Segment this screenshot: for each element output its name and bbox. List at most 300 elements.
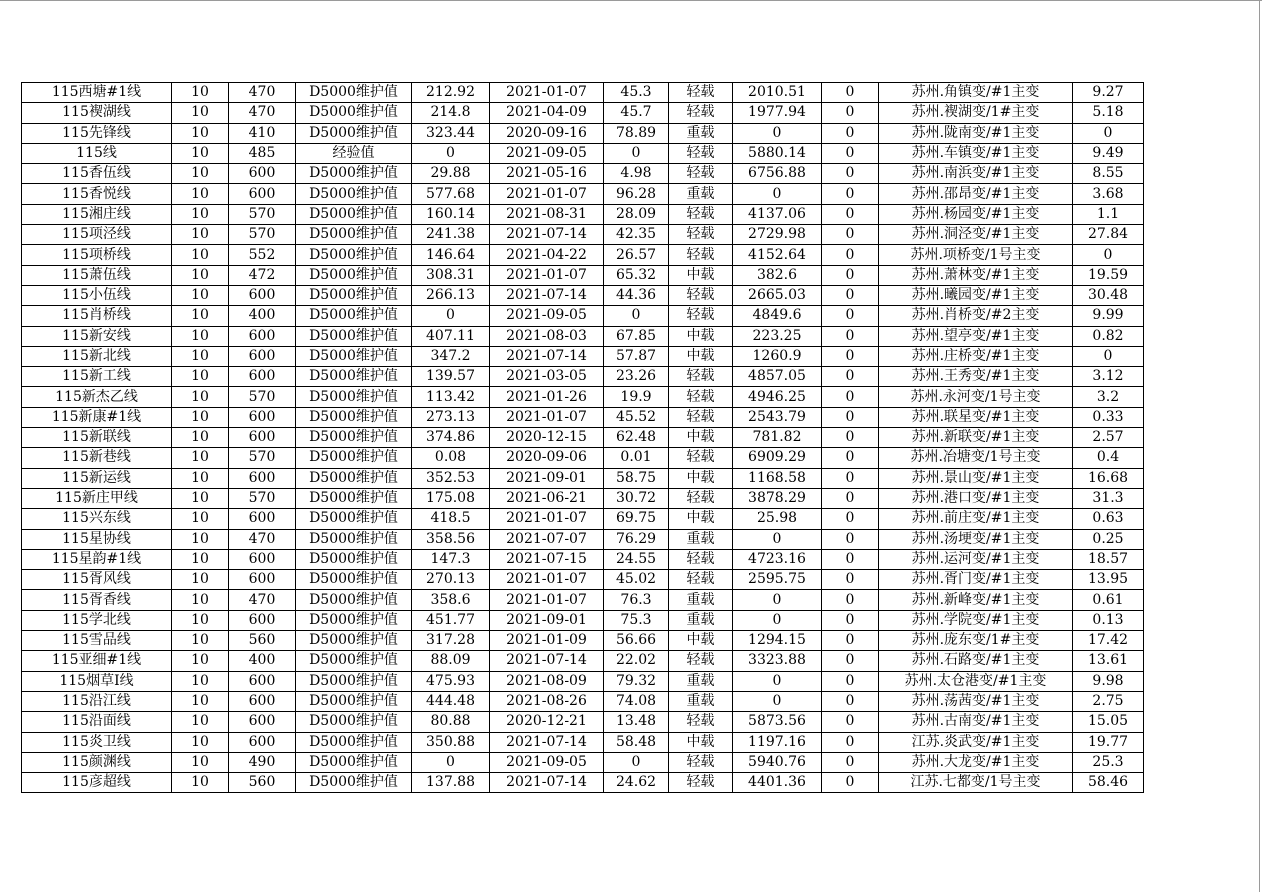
cell-current-load: 0.08 <box>412 448 490 468</box>
cell-load-status: 轻载 <box>669 712 733 732</box>
cell-line-name: 115项桥线 <box>22 245 172 265</box>
cell-current-load: 352.53 <box>412 468 490 488</box>
cell-remaining-capacity: 1197.16 <box>733 732 822 752</box>
cell-load-rate: 78.89 <box>604 123 669 143</box>
cell-date: 2021-07-15 <box>490 549 604 569</box>
cell-remaining-capacity: 0 <box>733 671 822 691</box>
cell-flag: 0 <box>822 83 879 103</box>
cell-date: 2021-03-05 <box>490 367 604 387</box>
cell-flag: 0 <box>822 773 879 793</box>
table-row <box>22 671 1144 691</box>
cell-value-source: D5000维护值 <box>296 570 412 590</box>
cell-current-load: 577.68 <box>412 184 490 204</box>
cell-load-rate: 45.3 <box>604 83 669 103</box>
cell-substation: 苏州.陇南变/#1主变 <box>879 123 1073 143</box>
cell-remaining-capacity: 4137.06 <box>733 204 822 224</box>
cell-load-rate: 0 <box>604 306 669 326</box>
cell-date: 2021-09-01 <box>490 610 604 630</box>
cell-remaining-capacity: 4152.64 <box>733 245 822 265</box>
cell-flag: 0 <box>822 164 879 184</box>
cell-extra-value: 58.46 <box>1073 773 1144 793</box>
cell-line-name: 115先锋线 <box>22 123 172 143</box>
cell-load-rate: 23.26 <box>604 367 669 387</box>
cell-line-name: 115西塘#1线 <box>22 83 172 103</box>
cell-value-source: D5000维护值 <box>296 671 412 691</box>
cell-date: 2021-08-03 <box>490 326 604 346</box>
table-row <box>22 265 1144 285</box>
cell-line-name: 115颜渊线 <box>22 752 172 772</box>
cell-value-source: D5000维护值 <box>296 103 412 123</box>
cell-load-status: 轻载 <box>669 549 733 569</box>
cell-voltage: 10 <box>172 204 229 224</box>
cell-current-load: 0 <box>412 143 490 163</box>
cell-rated-capacity: 600 <box>229 610 296 630</box>
cell-line-name: 115新联线 <box>22 428 172 448</box>
cell-extra-value: 9.98 <box>1073 671 1144 691</box>
table-body <box>22 83 1144 793</box>
cell-extra-value: 3.12 <box>1073 367 1144 387</box>
cell-value-source: D5000维护值 <box>296 448 412 468</box>
cell-voltage: 10 <box>172 631 229 651</box>
table-row <box>22 143 1144 163</box>
cell-current-load: 113.42 <box>412 387 490 407</box>
cell-extra-value: 0.25 <box>1073 529 1144 549</box>
cell-flag: 0 <box>822 732 879 752</box>
cell-voltage: 10 <box>172 123 229 143</box>
cell-current-load: 418.5 <box>412 509 490 529</box>
cell-extra-value: 0 <box>1073 245 1144 265</box>
cell-flag: 0 <box>822 671 879 691</box>
cell-extra-value: 25.3 <box>1073 752 1144 772</box>
cell-remaining-capacity: 6909.29 <box>733 448 822 468</box>
cell-load-status: 轻载 <box>669 488 733 508</box>
cell-substation: 江苏.七都变/1号主变 <box>879 773 1073 793</box>
cell-line-name: 115星韵#1线 <box>22 549 172 569</box>
cell-current-load: 212.92 <box>412 83 490 103</box>
cell-date: 2021-01-07 <box>490 184 604 204</box>
cell-remaining-capacity: 5880.14 <box>733 143 822 163</box>
cell-extra-value: 0 <box>1073 346 1144 366</box>
table-row <box>22 529 1144 549</box>
table-row <box>22 752 1144 772</box>
cell-extra-value: 17.42 <box>1073 631 1144 651</box>
cell-remaining-capacity: 4849.6 <box>733 306 822 326</box>
data-table <box>21 82 1144 793</box>
cell-rated-capacity: 600 <box>229 367 296 387</box>
cell-voltage: 10 <box>172 752 229 772</box>
cell-value-source: D5000维护值 <box>296 306 412 326</box>
cell-date: 2021-01-07 <box>490 590 604 610</box>
cell-rated-capacity: 470 <box>229 529 296 549</box>
cell-value-source: D5000维护值 <box>296 204 412 224</box>
cell-remaining-capacity: 4723.16 <box>733 549 822 569</box>
table-row <box>22 509 1144 529</box>
cell-load-rate: 58.75 <box>604 468 669 488</box>
cell-date: 2021-04-22 <box>490 245 604 265</box>
cell-remaining-capacity: 781.82 <box>733 428 822 448</box>
cell-remaining-capacity: 4946.25 <box>733 387 822 407</box>
cell-date: 2021-01-07 <box>490 570 604 590</box>
cell-extra-value: 0.61 <box>1073 590 1144 610</box>
cell-flag: 0 <box>822 346 879 366</box>
cell-line-name: 115亚细#1线 <box>22 651 172 671</box>
cell-value-source: D5000维护值 <box>296 326 412 346</box>
cell-rated-capacity: 570 <box>229 448 296 468</box>
cell-extra-value: 1.1 <box>1073 204 1144 224</box>
cell-extra-value: 2.75 <box>1073 691 1144 711</box>
cell-line-name: 115新北线 <box>22 346 172 366</box>
cell-load-status: 轻载 <box>669 245 733 265</box>
cell-voltage: 10 <box>172 346 229 366</box>
cell-substation: 苏州.运河变/#1主变 <box>879 549 1073 569</box>
cell-load-status: 重载 <box>669 529 733 549</box>
cell-extra-value: 3.2 <box>1073 387 1144 407</box>
cell-load-rate: 79.32 <box>604 671 669 691</box>
cell-substation: 苏州.曦园变/#1主变 <box>879 285 1073 305</box>
cell-remaining-capacity: 3878.29 <box>733 488 822 508</box>
cell-load-status: 轻载 <box>669 204 733 224</box>
page-right-border <box>1259 0 1260 892</box>
cell-substation: 苏州.庄桥变/#1主变 <box>879 346 1073 366</box>
cell-substation: 苏州.南浜变/#1主变 <box>879 164 1073 184</box>
cell-rated-capacity: 560 <box>229 773 296 793</box>
cell-extra-value: 0.13 <box>1073 610 1144 630</box>
cell-current-load: 146.64 <box>412 245 490 265</box>
table-row <box>22 204 1144 224</box>
cell-rated-capacity: 600 <box>229 285 296 305</box>
cell-date: 2021-08-31 <box>490 204 604 224</box>
cell-value-source: D5000维护值 <box>296 123 412 143</box>
cell-rated-capacity: 600 <box>229 164 296 184</box>
cell-value-source: D5000维护值 <box>296 245 412 265</box>
cell-voltage: 10 <box>172 143 229 163</box>
cell-remaining-capacity: 2543.79 <box>733 407 822 427</box>
table-row <box>22 773 1144 793</box>
cell-rated-capacity: 552 <box>229 245 296 265</box>
cell-flag: 0 <box>822 103 879 123</box>
cell-date: 2020-09-06 <box>490 448 604 468</box>
cell-load-rate: 24.62 <box>604 773 669 793</box>
cell-flag: 0 <box>822 631 879 651</box>
cell-voltage: 10 <box>172 651 229 671</box>
cell-load-status: 轻载 <box>669 773 733 793</box>
cell-rated-capacity: 472 <box>229 265 296 285</box>
table-row <box>22 712 1144 732</box>
cell-load-status: 轻载 <box>669 651 733 671</box>
cell-date: 2020-12-15 <box>490 428 604 448</box>
cell-load-status: 中载 <box>669 265 733 285</box>
cell-value-source: D5000维护值 <box>296 651 412 671</box>
cell-line-name: 115肖桥线 <box>22 306 172 326</box>
cell-value-source: D5000维护值 <box>296 691 412 711</box>
cell-line-name: 115新巷线 <box>22 448 172 468</box>
cell-current-load: 241.38 <box>412 225 490 245</box>
cell-flag: 0 <box>822 468 879 488</box>
cell-line-name: 115烟草Ⅰ线 <box>22 671 172 691</box>
cell-extra-value: 13.95 <box>1073 570 1144 590</box>
cell-substation: 苏州.杨园变/#1主变 <box>879 204 1073 224</box>
cell-load-rate: 0 <box>604 143 669 163</box>
cell-date: 2021-07-07 <box>490 529 604 549</box>
cell-substation: 苏州.联星变/#1主变 <box>879 407 1073 427</box>
cell-substation: 苏州.邵昂变/#1主变 <box>879 184 1073 204</box>
cell-voltage: 10 <box>172 245 229 265</box>
cell-value-source: D5000维护值 <box>296 610 412 630</box>
cell-current-load: 358.6 <box>412 590 490 610</box>
cell-line-name: 115新安线 <box>22 326 172 346</box>
cell-flag: 0 <box>822 143 879 163</box>
cell-load-status: 轻载 <box>669 407 733 427</box>
cell-date: 2021-09-01 <box>490 468 604 488</box>
cell-current-load: 160.14 <box>412 204 490 224</box>
cell-voltage: 10 <box>172 590 229 610</box>
cell-remaining-capacity: 4401.36 <box>733 773 822 793</box>
cell-value-source: D5000维护值 <box>296 732 412 752</box>
cell-remaining-capacity: 1168.58 <box>733 468 822 488</box>
table-row <box>22 83 1144 103</box>
cell-load-rate: 74.08 <box>604 691 669 711</box>
cell-load-rate: 76.3 <box>604 590 669 610</box>
cell-flag: 0 <box>822 225 879 245</box>
cell-load-status: 轻载 <box>669 752 733 772</box>
cell-current-load: 0 <box>412 306 490 326</box>
cell-remaining-capacity: 0 <box>733 123 822 143</box>
cell-voltage: 10 <box>172 610 229 630</box>
cell-current-load: 451.77 <box>412 610 490 630</box>
cell-line-name: 115小伍线 <box>22 285 172 305</box>
table-row <box>22 306 1144 326</box>
cell-extra-value: 0 <box>1073 123 1144 143</box>
cell-voltage: 10 <box>172 448 229 468</box>
cell-rated-capacity: 470 <box>229 103 296 123</box>
cell-voltage: 10 <box>172 570 229 590</box>
cell-remaining-capacity: 3323.88 <box>733 651 822 671</box>
cell-flag: 0 <box>822 204 879 224</box>
cell-load-status: 轻载 <box>669 367 733 387</box>
cell-extra-value: 19.59 <box>1073 265 1144 285</box>
table-row <box>22 631 1144 651</box>
cell-remaining-capacity: 0 <box>733 590 822 610</box>
cell-load-status: 中载 <box>669 631 733 651</box>
cell-substation: 苏州.车镇变/#1主变 <box>879 143 1073 163</box>
cell-load-rate: 42.35 <box>604 225 669 245</box>
cell-rated-capacity: 600 <box>229 428 296 448</box>
cell-flag: 0 <box>822 610 879 630</box>
cell-line-name: 115线 <box>22 143 172 163</box>
table-row <box>22 570 1144 590</box>
table-row <box>22 103 1144 123</box>
cell-line-name: 115项泾线 <box>22 225 172 245</box>
cell-substation: 苏州.太仓港变/#1主变 <box>879 671 1073 691</box>
cell-rated-capacity: 600 <box>229 549 296 569</box>
cell-substation: 苏州.萧林变/#1主变 <box>879 265 1073 285</box>
cell-line-name: 115萧伍线 <box>22 265 172 285</box>
cell-extra-value: 16.68 <box>1073 468 1144 488</box>
cell-substation: 苏州.肖桥变/#2主变 <box>879 306 1073 326</box>
cell-extra-value: 0.82 <box>1073 326 1144 346</box>
cell-load-rate: 28.09 <box>604 204 669 224</box>
cell-voltage: 10 <box>172 691 229 711</box>
cell-substation: 苏州.新峰变/#1主变 <box>879 590 1073 610</box>
cell-remaining-capacity: 223.25 <box>733 326 822 346</box>
cell-voltage: 10 <box>172 225 229 245</box>
cell-flag: 0 <box>822 590 879 610</box>
cell-remaining-capacity: 5940.76 <box>733 752 822 772</box>
cell-current-load: 444.48 <box>412 691 490 711</box>
cell-extra-value: 8.55 <box>1073 164 1144 184</box>
cell-date: 2021-07-14 <box>490 773 604 793</box>
cell-substation: 苏州.景山变/#1主变 <box>879 468 1073 488</box>
cell-rated-capacity: 600 <box>229 509 296 529</box>
cell-line-name: 115新工线 <box>22 367 172 387</box>
cell-flag: 0 <box>822 570 879 590</box>
cell-voltage: 10 <box>172 306 229 326</box>
cell-flag: 0 <box>822 326 879 346</box>
cell-rated-capacity: 600 <box>229 712 296 732</box>
cell-load-rate: 76.29 <box>604 529 669 549</box>
cell-substation: 江苏.炎武变/#1主变 <box>879 732 1073 752</box>
cell-current-load: 139.57 <box>412 367 490 387</box>
cell-load-rate: 44.36 <box>604 285 669 305</box>
cell-value-source: D5000维护值 <box>296 265 412 285</box>
table-row <box>22 488 1144 508</box>
cell-rated-capacity: 600 <box>229 326 296 346</box>
cell-remaining-capacity: 2665.03 <box>733 285 822 305</box>
cell-line-name: 115新运线 <box>22 468 172 488</box>
cell-remaining-capacity: 2729.98 <box>733 225 822 245</box>
table-row <box>22 691 1144 711</box>
cell-date: 2021-09-05 <box>490 752 604 772</box>
cell-load-status: 轻载 <box>669 570 733 590</box>
cell-current-load: 270.13 <box>412 570 490 590</box>
cell-current-load: 407.11 <box>412 326 490 346</box>
cell-substation: 苏州.冶塘变/1号主变 <box>879 448 1073 468</box>
cell-value-source: D5000维护值 <box>296 367 412 387</box>
cell-date: 2020-09-16 <box>490 123 604 143</box>
cell-substation: 苏州.汤埂变/#1主变 <box>879 529 1073 549</box>
cell-load-status: 轻载 <box>669 285 733 305</box>
cell-load-rate: 4.98 <box>604 164 669 184</box>
cell-load-rate: 0 <box>604 752 669 772</box>
cell-remaining-capacity: 1260.9 <box>733 346 822 366</box>
cell-remaining-capacity: 0 <box>733 610 822 630</box>
cell-load-rate: 56.66 <box>604 631 669 651</box>
cell-substation: 苏州.望亭变/#1主变 <box>879 326 1073 346</box>
cell-date: 2021-01-07 <box>490 265 604 285</box>
cell-value-source: D5000维护值 <box>296 184 412 204</box>
cell-date: 2020-12-21 <box>490 712 604 732</box>
cell-value-source: D5000维护值 <box>296 590 412 610</box>
cell-current-load: 317.28 <box>412 631 490 651</box>
cell-flag: 0 <box>822 529 879 549</box>
cell-extra-value: 0.63 <box>1073 509 1144 529</box>
cell-line-name: 115新康#1线 <box>22 407 172 427</box>
cell-load-rate: 19.9 <box>604 387 669 407</box>
cell-line-name: 115雪品线 <box>22 631 172 651</box>
table-row <box>22 732 1144 752</box>
cell-rated-capacity: 570 <box>229 204 296 224</box>
cell-substation: 苏州.新联变/#1主变 <box>879 428 1073 448</box>
cell-load-rate: 67.85 <box>604 326 669 346</box>
cell-voltage: 10 <box>172 387 229 407</box>
cell-line-name: 115兴东线 <box>22 509 172 529</box>
cell-date: 2021-07-14 <box>490 225 604 245</box>
cell-date: 2021-05-16 <box>490 164 604 184</box>
cell-load-rate: 58.48 <box>604 732 669 752</box>
cell-rated-capacity: 490 <box>229 752 296 772</box>
cell-flag: 0 <box>822 488 879 508</box>
table-row <box>22 367 1144 387</box>
cell-extra-value: 9.99 <box>1073 306 1144 326</box>
cell-value-source: D5000维护值 <box>296 468 412 488</box>
cell-value-source: D5000维护值 <box>296 529 412 549</box>
cell-date: 2021-01-07 <box>490 509 604 529</box>
cell-flag: 0 <box>822 407 879 427</box>
cell-flag: 0 <box>822 712 879 732</box>
cell-current-load: 0 <box>412 752 490 772</box>
cell-load-status: 中载 <box>669 346 733 366</box>
cell-line-name: 115星协线 <box>22 529 172 549</box>
cell-line-name: 115沿江线 <box>22 691 172 711</box>
cell-extra-value: 9.49 <box>1073 143 1144 163</box>
cell-value-source: D5000维护值 <box>296 712 412 732</box>
cell-flag: 0 <box>822 448 879 468</box>
cell-load-status: 重载 <box>669 610 733 630</box>
table-row <box>22 651 1144 671</box>
cell-voltage: 10 <box>172 732 229 752</box>
cell-load-status: 轻载 <box>669 83 733 103</box>
cell-voltage: 10 <box>172 488 229 508</box>
cell-current-load: 273.13 <box>412 407 490 427</box>
table-row <box>22 346 1144 366</box>
cell-load-rate: 13.48 <box>604 712 669 732</box>
cell-voltage: 10 <box>172 468 229 488</box>
cell-voltage: 10 <box>172 549 229 569</box>
cell-flag: 0 <box>822 306 879 326</box>
cell-voltage: 10 <box>172 326 229 346</box>
cell-line-name: 115新杰乙线 <box>22 387 172 407</box>
cell-date: 2021-04-09 <box>490 103 604 123</box>
cell-extra-value: 13.61 <box>1073 651 1144 671</box>
cell-current-load: 475.93 <box>412 671 490 691</box>
cell-date: 2021-07-14 <box>490 732 604 752</box>
cell-rated-capacity: 560 <box>229 631 296 651</box>
cell-flag: 0 <box>822 367 879 387</box>
cell-flag: 0 <box>822 184 879 204</box>
table-row <box>22 184 1144 204</box>
cell-substation: 苏州.荡茜变/#1主变 <box>879 691 1073 711</box>
cell-substation: 苏州.永河变/1号主变 <box>879 387 1073 407</box>
cell-flag: 0 <box>822 285 879 305</box>
cell-rated-capacity: 485 <box>229 143 296 163</box>
cell-load-status: 轻载 <box>669 306 733 326</box>
cell-load-status: 重载 <box>669 590 733 610</box>
table-row <box>22 326 1144 346</box>
cell-flag: 0 <box>822 387 879 407</box>
cell-load-rate: 75.3 <box>604 610 669 630</box>
cell-flag: 0 <box>822 691 879 711</box>
cell-substation: 苏州.角镇变/#1主变 <box>879 83 1073 103</box>
cell-value-source: D5000维护值 <box>296 549 412 569</box>
cell-extra-value: 2.57 <box>1073 428 1144 448</box>
cell-load-rate: 26.57 <box>604 245 669 265</box>
cell-remaining-capacity: 25.98 <box>733 509 822 529</box>
cell-rated-capacity: 570 <box>229 488 296 508</box>
cell-rated-capacity: 600 <box>229 671 296 691</box>
cell-line-name: 115香悦线 <box>22 184 172 204</box>
cell-voltage: 10 <box>172 428 229 448</box>
cell-line-name: 115褉湖线 <box>22 103 172 123</box>
